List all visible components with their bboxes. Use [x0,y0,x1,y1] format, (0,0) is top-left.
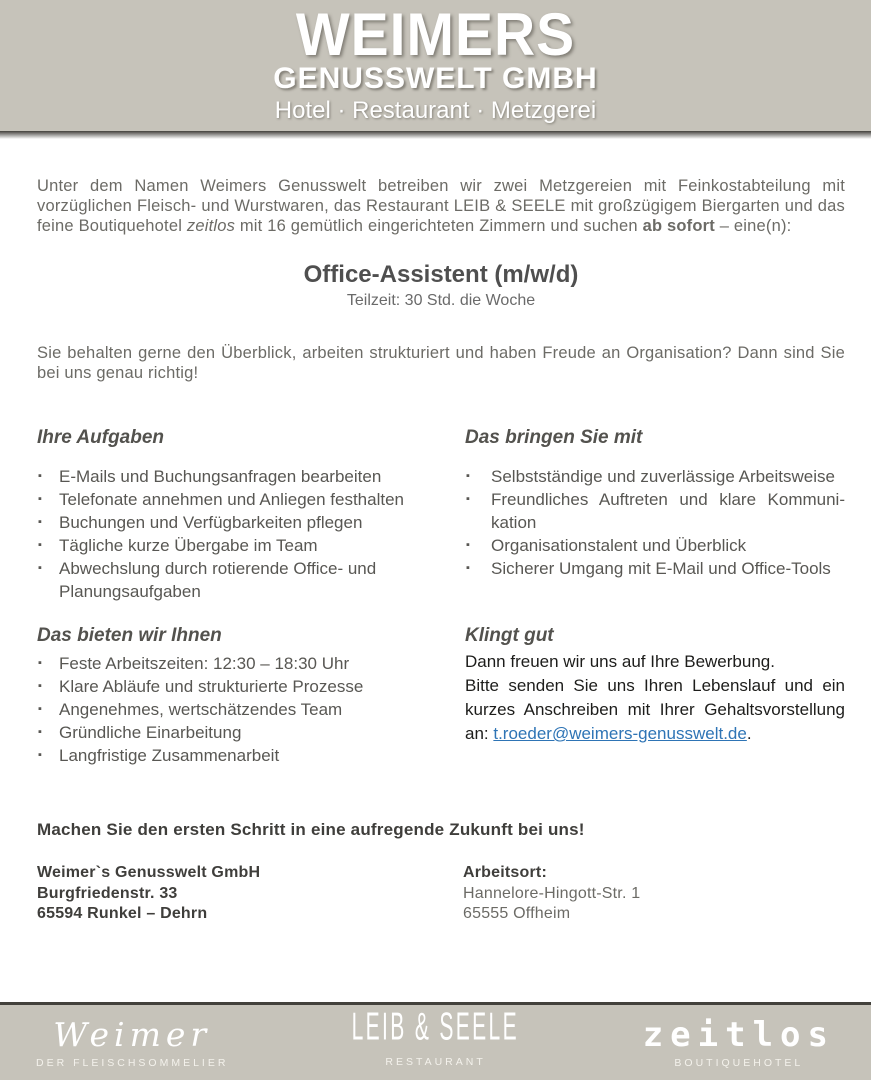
intro-text-bold: ab sofort [642,217,715,235]
list-item-text: Gründliche Einarbeitung [59,723,242,742]
list-item-text: Klare Abläufe und strukturierte Prozesse [59,677,364,696]
list-item-text: Telefonate annehmen und Anliegen festhalten [59,490,404,509]
list-item [37,675,445,698]
list-item [37,534,445,557]
apply-text [465,650,845,746]
section-offer [37,625,445,767]
company-name: Weimer`s Genusswelt GmbH [37,864,261,881]
list-item-text: Freundliches Auftreten und klare Kommuni-kation [491,490,845,532]
bullet-icon: ▪ [38,657,42,669]
bullet-icon: ▪ [38,562,42,574]
bullet-icon: ▪ [38,539,42,551]
bullet-icon: ▪ [38,726,42,738]
list-item-text: Organisationstalent und Überblick [491,536,747,555]
leib-seele-logo-name: LEIB & SEELE [351,1004,520,1048]
list-item [37,744,445,767]
apply-heading: Klingt gut [465,625,554,646]
tasks-heading: Ihre Aufgaben [37,427,165,448]
bullet-icon: ▪ [466,562,470,574]
list-item-text: Tägliche kurze Übergabe im Team [59,536,318,555]
intro-text-pre: Unter dem Namen Weimers Genusswelt betreiben wir zwei Metzgereien mit Feinkostabteilung mit vorzüglichen Fleisch- und Wurstwaren, das Restaurant LEIB & SEELE mit großzügigem Biergarten und das feine Boutiquehotel [37,177,845,235]
bullet-icon: ▪ [38,516,42,528]
list-item [37,721,445,744]
list-item [37,652,445,675]
intro-text-post: – eine(n): [714,217,792,235]
section-row-1 [37,427,845,603]
list-item [37,511,445,534]
company-address [37,863,463,925]
list-item-text: Feste Arbeitszeiten: 12:30 – 18:30 Uhr [59,654,350,673]
intro-text-mid: mit 16 gemütlich eingerichteten Zimmern und suchen [235,217,643,235]
main-content [0,176,871,925]
bullet-icon: ▪ [38,749,42,761]
weimer-logo [36,1014,229,1069]
tasks-list [37,465,445,603]
apply-line-1: Dann freuen wir uns auf Ihre Bewerbung. [465,652,775,671]
leib-seele-logo [328,1004,543,1068]
job-title: Office-Assistent (m/w/d) [303,261,579,288]
bullet-icon: ▪ [38,703,42,715]
section-tasks [37,427,445,603]
list-item-text: Buchungen und Verfügbarkeiten pflegen [59,513,363,532]
zeitlos-logo-name: zeitlos [642,1014,835,1055]
offer-list [37,652,445,767]
brand-name: WEIMERS [295,1,576,69]
job-subtitle: Teilzeit: 30 Std. die Woche [346,292,536,309]
profile-heading: Das bringen Sie mit [465,427,643,448]
brand-tagline: Hotel · Restaurant · Metzgerei [274,97,597,124]
bullet-icon: ▪ [38,470,42,482]
list-item-text: Angenehmes, wertschätzendes Team [59,700,343,719]
header-banner [0,0,871,131]
brand-subtitle: GENUSSWELT GMBH [273,62,598,95]
list-item [465,557,845,580]
list-item [465,465,845,488]
pitch-paragraph: Sie behalten gerne den Überblick, arbeiten strukturiert und haben Freude an Organisation? Dann sind Sie bei uns genau richtig! [37,344,845,382]
bullet-icon: ▪ [38,680,42,692]
weimer-logo-subtitle: DER FLEISCHSOMMELIER [36,1056,229,1069]
section-row-2 [37,625,845,767]
list-item [37,488,445,511]
leib-seele-logo-subtitle: RESTAURANT [385,1055,486,1068]
list-item [37,698,445,721]
apply-line-2-text: Bitte senden Sie uns Ihren Lebenslauf und ein kurzes Anschreiben mit Ihrer Gehaltsvorstellung an: [465,676,845,743]
bullet-icon: ▪ [38,493,42,505]
list-item-text: E-Mails und Buchungsanfragen bearbeiten [59,467,382,486]
zeitlos-logo-subtitle: BOUTIQUEHOTEL [674,1056,804,1069]
address-block [37,863,845,925]
bullet-icon: ▪ [466,493,470,505]
company-city: 65594 Runkel – Dehrn [37,905,208,922]
section-apply [465,625,845,767]
offer-heading: Das bieten wir Ihnen [37,625,222,646]
apply-line-2 [465,674,845,746]
work-location-label: Arbeitsort: [463,864,547,881]
work-location-city: 65555 Offheim [463,905,571,922]
section-profile [465,427,845,603]
bullet-icon: ▪ [466,539,470,551]
list-item-text: Langfristige Zusammenarbeit [59,746,280,765]
footer-banner [0,1002,871,1080]
list-item [465,534,845,557]
work-location-street: Hannelore-Hingott-Str. 1 [463,884,641,902]
cta-line: Machen Sie den ersten Schritt in eine aufregende Zukunft bei uns! [37,820,585,839]
apply-line-2-period: . [746,724,752,743]
job-title-block [37,261,845,311]
list-item [37,465,445,488]
list-item-text: Sicherer Umgang mit E-Mail und Office-Tools [491,559,831,578]
list-item [465,488,845,534]
intro-paragraph [37,176,845,236]
list-item-text: Selbstständige und zuverlässige Arbeitsweise [491,467,835,486]
bullet-icon: ▪ [466,470,470,482]
intro-text-italic: zeitlos [186,217,236,235]
work-location [463,863,640,925]
company-street: Burgfriedenstr. 33 [37,884,178,902]
list-item [37,557,445,603]
profile-list [465,465,845,580]
email-link[interactable]: t.roeder@weimers-genusswelt.de [493,724,747,743]
weimer-logo-name: Weimer [53,1014,212,1054]
list-item-text: Abwechslung durch rotierende Office- und Planungsaufgaben [59,559,377,601]
zeitlos-logo [642,1014,835,1069]
